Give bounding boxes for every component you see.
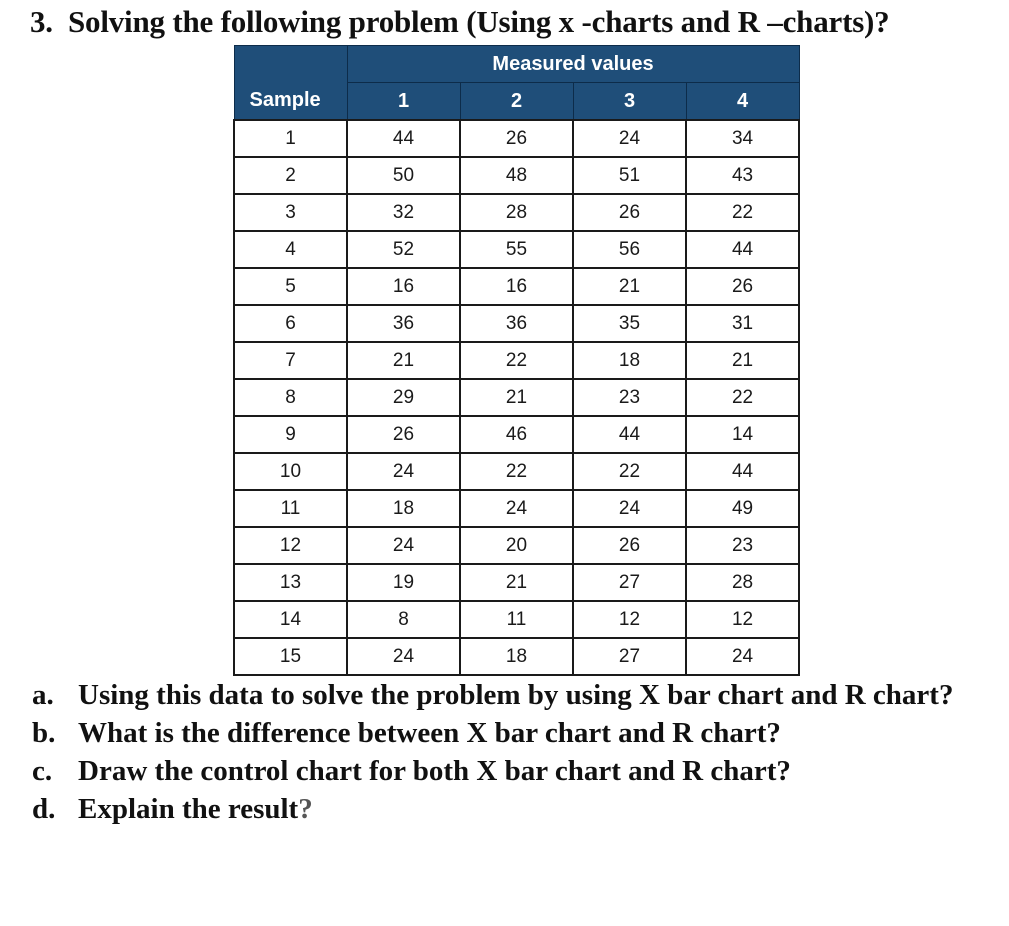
measured-value-cell: 44 — [573, 416, 686, 453]
measured-values-header: Measured values — [347, 46, 799, 83]
measured-value-cell: 36 — [347, 305, 460, 342]
measured-value-cell: 26 — [347, 416, 460, 453]
measured-value-cell: 24 — [347, 527, 460, 564]
sample-number-cell: 3 — [234, 194, 347, 231]
question-text: What is the difference between X bar chart and R chart? — [78, 717, 781, 749]
column-header: 2 — [460, 83, 573, 121]
question-text-main: Explain the result — [78, 793, 299, 825]
column-header: 1 — [347, 83, 460, 121]
table-row — [234, 638, 799, 675]
table-group-header-row — [234, 46, 799, 83]
measured-value-cell: 52 — [347, 231, 460, 268]
measured-value-cell: 26 — [573, 194, 686, 231]
table-row — [234, 305, 799, 342]
table-row — [234, 601, 799, 638]
table-row — [234, 157, 799, 194]
measured-value-cell: 24 — [686, 638, 799, 675]
table-row — [234, 342, 799, 379]
measured-value-cell: 27 — [573, 638, 686, 675]
measured-value-cell: 35 — [573, 305, 686, 342]
measured-value-cell: 34 — [686, 120, 799, 157]
measured-value-cell: 50 — [347, 157, 460, 194]
measured-value-cell: 31 — [686, 305, 799, 342]
table-row — [234, 453, 799, 490]
measured-value-cell: 21 — [573, 268, 686, 305]
measured-value-cell: 22 — [460, 342, 573, 379]
sample-column-header: Sample — [234, 83, 347, 121]
question-label: c. — [32, 755, 53, 787]
measured-value-cell: 11 — [460, 601, 573, 638]
table-body — [234, 120, 799, 675]
measured-value-cell: 20 — [460, 527, 573, 564]
measured-value-cell: 14 — [686, 416, 799, 453]
table-row — [234, 231, 799, 268]
question-label: d. — [32, 793, 56, 825]
measured-value-cell: 24 — [573, 120, 686, 157]
measured-value-cell: 12 — [573, 601, 686, 638]
measured-value-cell: 56 — [573, 231, 686, 268]
question-list — [32, 676, 992, 828]
measured-values-table — [233, 45, 800, 676]
measured-value-cell: 46 — [460, 416, 573, 453]
sample-number-cell: 15 — [234, 638, 347, 675]
measured-value-cell: 29 — [347, 379, 460, 416]
table-row — [234, 527, 799, 564]
sample-number-cell: 9 — [234, 416, 347, 453]
measured-value-cell: 16 — [347, 268, 460, 305]
question-text: Using this data to solve the problem by using X bar chart and R chart? — [78, 679, 954, 711]
table-row — [234, 379, 799, 416]
sample-number-cell: 10 — [234, 453, 347, 490]
measured-value-cell: 21 — [347, 342, 460, 379]
table-row — [234, 194, 799, 231]
sample-number-cell: 11 — [234, 490, 347, 527]
sample-number-cell: 5 — [234, 268, 347, 305]
measured-value-cell: 18 — [460, 638, 573, 675]
measured-value-cell: 21 — [460, 379, 573, 416]
sample-number-cell: 7 — [234, 342, 347, 379]
measured-value-cell: 48 — [460, 157, 573, 194]
sample-number-cell: 13 — [234, 564, 347, 601]
question-title: Solving the following problem (Using x -charts and R –charts)? — [68, 4, 890, 39]
measured-value-cell: 21 — [686, 342, 799, 379]
table-row — [234, 564, 799, 601]
question-mark: ? — [298, 793, 313, 825]
sample-number-cell: 12 — [234, 527, 347, 564]
column-header: 3 — [573, 83, 686, 121]
question-label: b. — [32, 717, 56, 749]
sample-number-cell: 4 — [234, 231, 347, 268]
measured-value-cell: 26 — [686, 268, 799, 305]
table-row — [234, 268, 799, 305]
question-label: a. — [32, 679, 54, 711]
measured-value-cell: 8 — [347, 601, 460, 638]
table-corner-cell — [234, 46, 347, 83]
measured-value-cell: 22 — [686, 379, 799, 416]
sample-number-cell: 2 — [234, 157, 347, 194]
question-number: 3. — [30, 4, 53, 39]
measured-value-cell: 26 — [460, 120, 573, 157]
measured-value-cell: 26 — [573, 527, 686, 564]
measured-value-cell: 43 — [686, 157, 799, 194]
measured-value-cell: 27 — [573, 564, 686, 601]
measured-value-cell: 21 — [460, 564, 573, 601]
sample-number-cell: 14 — [234, 601, 347, 638]
measured-value-cell: 23 — [686, 527, 799, 564]
measured-value-cell: 28 — [686, 564, 799, 601]
measured-value-cell: 23 — [573, 379, 686, 416]
measured-value-cell: 24 — [347, 638, 460, 675]
measured-value-cell: 44 — [347, 120, 460, 157]
column-header: 4 — [686, 83, 799, 121]
measured-value-cell: 24 — [460, 490, 573, 527]
measured-value-cell: 22 — [686, 194, 799, 231]
measured-value-cell: 55 — [460, 231, 573, 268]
sample-number-cell: 6 — [234, 305, 347, 342]
measured-value-cell: 16 — [460, 268, 573, 305]
measured-value-cell: 24 — [347, 453, 460, 490]
sample-number-cell: 8 — [234, 379, 347, 416]
measured-value-cell: 22 — [460, 453, 573, 490]
question-item-b — [32, 714, 992, 752]
measured-value-cell: 18 — [347, 490, 460, 527]
measured-value-cell: 49 — [686, 490, 799, 527]
question-text — [78, 790, 992, 828]
measured-value-cell: 44 — [686, 231, 799, 268]
table-row — [234, 120, 799, 157]
measured-value-cell: 18 — [573, 342, 686, 379]
measured-value-cell: 36 — [460, 305, 573, 342]
table-row — [234, 490, 799, 527]
question-heading — [30, 4, 889, 40]
sample-number-cell: 1 — [234, 120, 347, 157]
measured-value-cell: 28 — [460, 194, 573, 231]
measured-value-cell: 32 — [347, 194, 460, 231]
table-column-header-row — [234, 83, 799, 121]
question-item-a — [32, 676, 992, 714]
measured-value-cell: 24 — [573, 490, 686, 527]
measured-value-cell: 51 — [573, 157, 686, 194]
measured-value-cell: 22 — [573, 453, 686, 490]
question-item-d — [32, 790, 992, 828]
measured-value-cell: 19 — [347, 564, 460, 601]
question-item-c — [32, 752, 992, 790]
table-row — [234, 416, 799, 453]
question-text: Draw the control chart for both X bar chart and R chart? — [78, 755, 791, 787]
measured-value-cell: 44 — [686, 453, 799, 490]
measured-value-cell: 12 — [686, 601, 799, 638]
